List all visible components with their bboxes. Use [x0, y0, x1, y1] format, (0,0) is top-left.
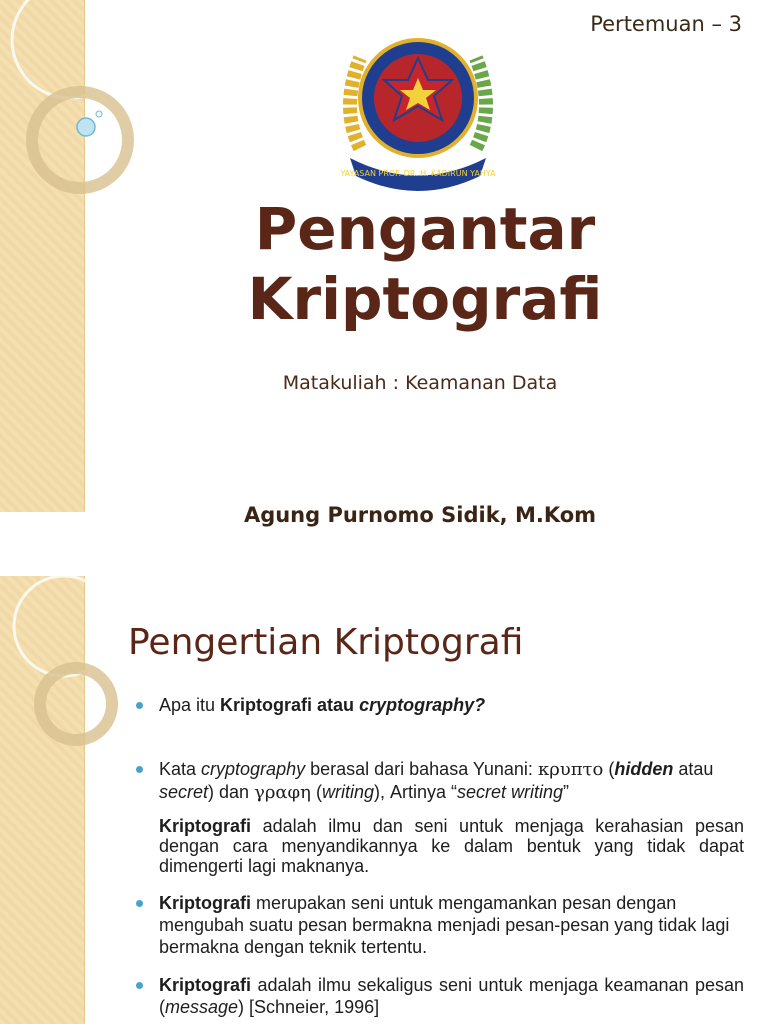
meeting-label: Pertemuan – 3	[590, 12, 742, 36]
bullet-list	[130, 694, 744, 1018]
bullet-etymology: Kata cryptography berasal dari bahasa Yunani: κρυπτο (hidden atau secret) dan γραφη (writing), Artinya “secret writing”	[130, 758, 744, 804]
bullet-schneier: Kriptografi adalah ilmu sekaligus seni untuk menjaga keamanan pesan (message) [Schneier, 1996]	[130, 974, 744, 1018]
svg-text:YAYASAN PROF. DR. H. KADIRUN Y: YAYASAN PROF. DR. H. KADIRUN YAHYA	[340, 169, 496, 178]
title-line-2: Kriptografi	[247, 265, 603, 333]
section-title: Pengertian Kriptografi	[128, 622, 524, 663]
definition-paragraph: Kriptografi adalah ilmu dan seni untuk menjaga kerahasian pesan dengan cara menyandikannya ke dalam bentuk yang tidak dapat dimengerti lagi maknanya.	[159, 816, 744, 876]
content-slide	[0, 576, 768, 1024]
slide-title	[150, 194, 700, 334]
ring-decoration-2	[0, 576, 120, 746]
university-logo	[330, 18, 506, 194]
course-subtitle: Matakuliah : Keamanan Data	[282, 372, 558, 394]
bullet-what-is: Apa itu Kriptografi atau cryptography?	[130, 694, 744, 716]
bubble-decoration	[77, 118, 95, 136]
author-name: Agung Purnomo Sidik, M.Kom	[243, 503, 597, 527]
title-line-1: Pengantar	[254, 195, 596, 263]
ring-decoration	[0, 0, 140, 220]
bullet-art: Kriptografi merupakan seni untuk mengamankan pesan dengan mengubah suatu pesan bermakna menjadi pesan-pesan yang tidak lagi bermakna dengan teknik tertentu.	[130, 892, 744, 958]
